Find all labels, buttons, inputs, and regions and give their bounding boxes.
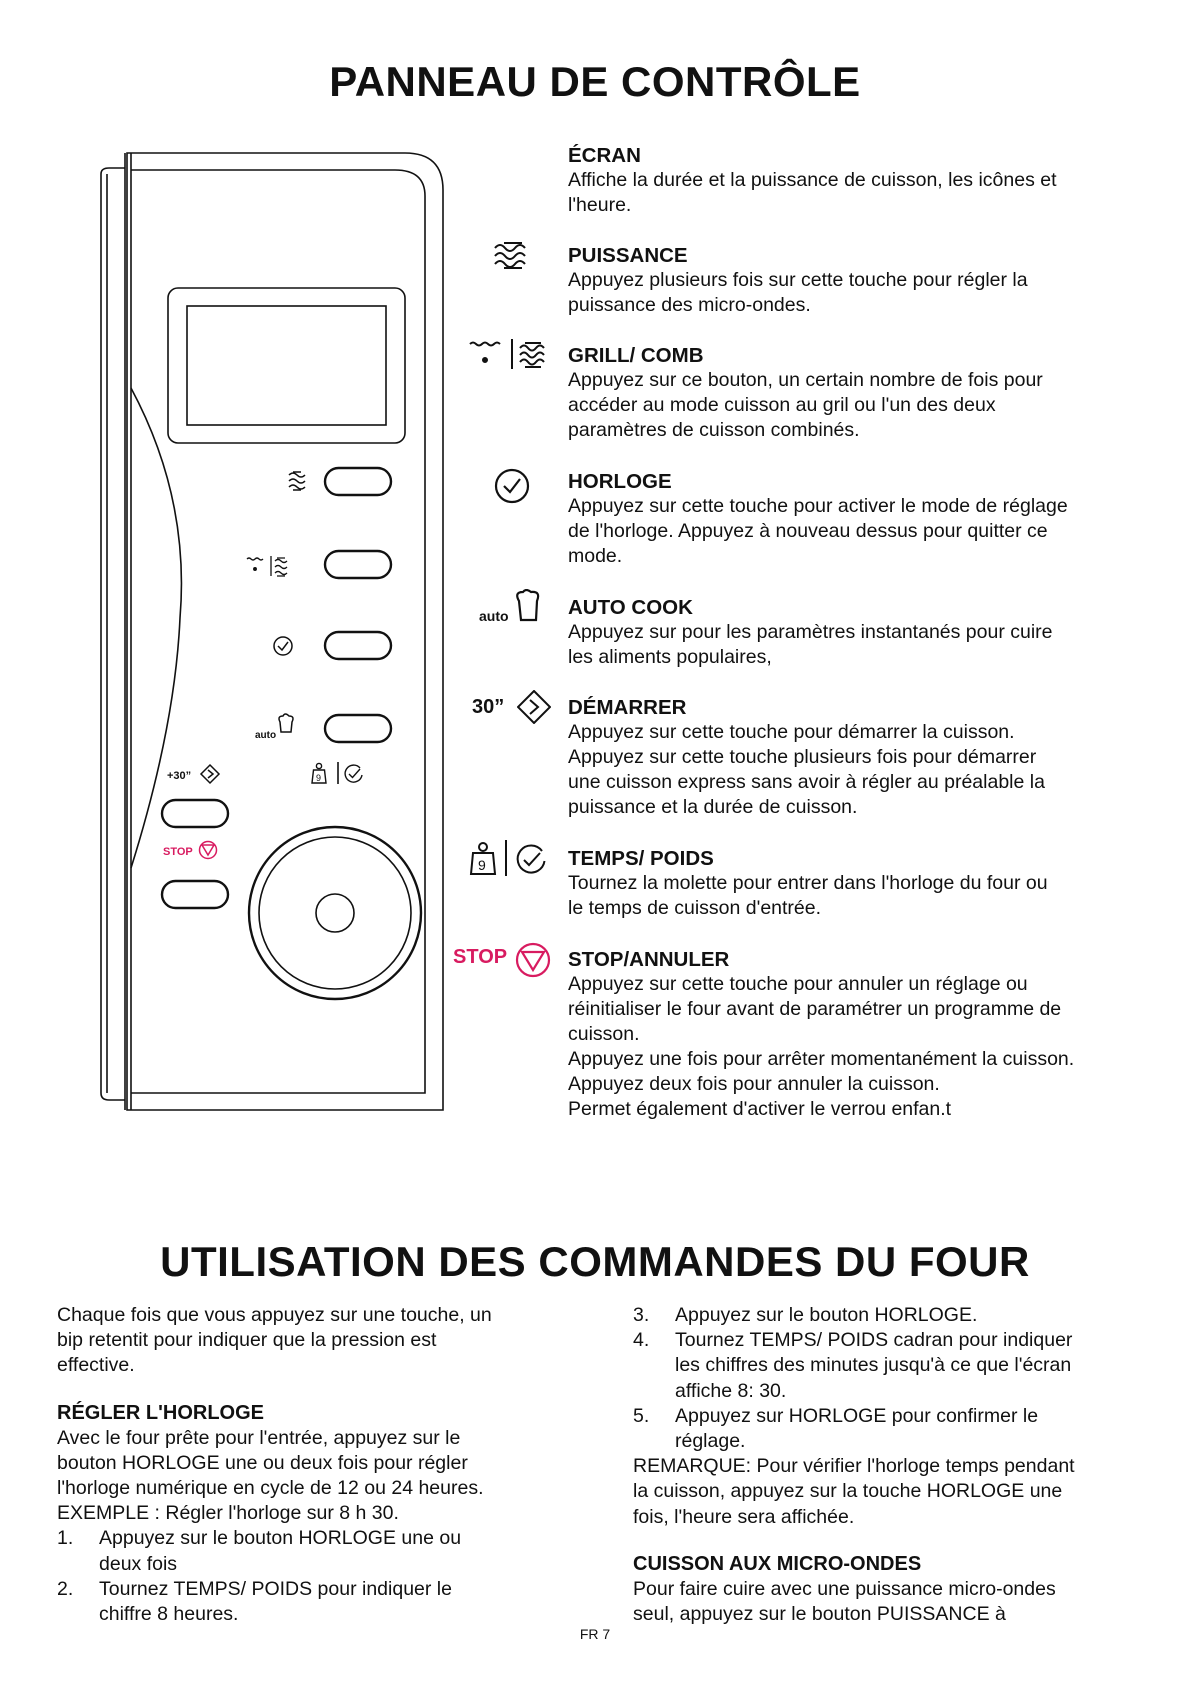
desc-line: réinitialiser le four avant de paramétrer un programme de [568,998,1062,1020]
display-screen [187,306,386,425]
desc-line: cuisson. [568,1023,640,1045]
desc-line: les aliments populaires, [568,646,772,668]
desc-auto-cook [568,595,1168,670]
desc-line: Appuyez plusieurs fois sur cette touche pour régler la [568,269,1028,291]
desc-temps-poids-title: TEMPS/ POIDS [568,847,714,870]
step-line: chiffre 8 heures. [99,1603,239,1626]
desc-line: accéder au mode cuisson au gril ou l'un des deux [568,394,996,416]
desc-puissance-title: PUISSANCE [568,244,688,267]
auto-small-label: auto [255,730,277,741]
weight-icon [468,842,498,876]
desc-line: paramètres de cuisson combinés. [568,419,860,441]
step-number: 3. [633,1304,650,1326]
note-line: la cuisson, appuyez sur la touche HORLOGE une [633,1480,1063,1503]
page-number: FR 7 [579,1626,611,1642]
display-frame [168,288,405,443]
stop-small-icon [200,842,217,859]
desc-line: le temps de cuisson d'entrée. [568,897,822,919]
auto-cook-small-icon [279,714,293,732]
desc-stop-annuler-title: STOP/ANNULER [568,948,730,971]
desc-line: une cuisson express sans avoir à régler au préalable la [568,771,1045,793]
stop-small-label: STOP [163,846,193,858]
weight-small-icon [312,763,326,783]
clock-icon [494,468,530,504]
section-title: UTILISATION DES COMMANDES DU FOUR [160,1238,1030,1285]
desc-line: Tournez la molette pour entrer dans l'horloge du four ou [568,872,1048,894]
stop-symbol-label: STOP [453,946,508,968]
panel-frame [127,153,443,1110]
desc-line: Appuyez sur cette touche pour annuler un réglage ou [568,973,1028,995]
time-small-icon [345,765,362,782]
auto-cook-icon [514,589,546,623]
step-item [633,1328,1153,1404]
step-line: Appuyez sur le bouton HORLOGE une ou [99,1527,462,1550]
stop-icon [515,942,551,978]
clock-small-icon [274,637,292,655]
stop-button [162,881,228,908]
step-item [633,1404,1153,1454]
time-weight-dial [249,827,421,999]
step-line: deux fois [99,1552,178,1575]
desc-grill-comb [568,343,1168,443]
desc-ecran [568,143,1168,218]
step-line: Appuyez sur le bouton HORLOGE. [675,1304,978,1326]
desc-line: Permet également d'activer le verrou enfan.t [568,1098,952,1120]
desc-line: Appuyez sur cette touche pour activer le mode de réglage [568,495,1068,517]
desc-line: Appuyez sur ce bouton, un certain nombre de fois pour [568,369,1043,391]
desc-demarrer [568,695,1168,820]
page-title: PANNEAU DE CONTRÔLE [329,58,861,105]
desc-line: Appuyez sur pour les paramètres instantanés pour cuire [568,621,1053,643]
plus30-label: +30” [167,770,192,782]
grill-comb-small-icon [247,556,287,576]
steps-list [633,1303,1153,1454]
body-line: Avec le four prête pour l'entrée, appuyez sur le [57,1426,461,1449]
desc-line: Appuyez deux fois pour annuler la cuisson. [568,1073,940,1095]
weight-digit-small: 9 [316,773,322,783]
power-small-icon [289,472,305,490]
step-number: 5. [633,1404,650,1427]
control-panel-illustration [95,148,450,1123]
intro-line: bip retentit pour indiquer que la pression est [57,1329,437,1352]
step-item [57,1526,562,1576]
desc-demarrer-title: DÉMARRER [568,696,687,719]
dial-center [316,894,354,932]
desc-line: Appuyez une fois pour arrêter momentanément la cuisson. [568,1048,1075,1070]
body-line: Pour faire cuire avec une puissance micro-ondes [633,1577,1056,1600]
step-item [633,1303,1153,1328]
desc-line: Affiche la durée et la puissance de cuisson, les icônes et [568,169,1057,191]
start-button [162,800,228,827]
step-line: réglage. [675,1430,746,1453]
step-number: 4. [633,1329,650,1352]
body-line: seul, appuyez sur le bouton PUISSANCE à [633,1603,1006,1626]
auto-symbol-label: auto [479,608,509,624]
panel-curve [131,388,181,868]
clock-button [325,632,391,659]
desc-line: l'heure. [568,194,632,216]
desc-puissance [568,243,1168,318]
desc-temps-poids [568,846,1168,921]
desc-line: de l'horloge. Appuyez à nouveau dessus pour quitter ce [568,520,1048,542]
steps-list [57,1526,562,1627]
power-button [325,468,391,495]
intro-line: Chaque fois que vous appuyez sur une touche, un [57,1304,492,1326]
grill-comb-icon [468,338,554,370]
step-number: 1. [57,1527,74,1550]
weight-digit: 9 [478,857,486,873]
note-line: REMARQUE: Pour vérifier l'horloge temps pendant [633,1455,1075,1478]
body-line: EXEMPLE : Régler l'horloge sur 8 h 30. [57,1502,399,1525]
desc-line: Appuyez sur cette touche plusieurs fois pour démarrer [568,746,1037,768]
step-line: les chiffres des minutes jusqu'à ce que l'écran [675,1354,1072,1377]
step-line: Tournez TEMPS/ POIDS cadran pour indiquer [675,1329,1073,1352]
step-line: Appuyez sur HORLOGE pour confirmer le [675,1404,1039,1427]
desc-line: mode. [568,545,623,567]
start-icon [517,690,551,724]
desc-line: puissance des micro-ondes. [568,294,811,316]
desc-auto-cook-title: AUTO COOK [568,596,693,619]
step-item [57,1577,562,1627]
step-number: 2. [57,1577,74,1600]
left-column [57,1303,562,1627]
microwave-heading: CUISSON AUX MICRO-ONDES [633,1552,922,1575]
desc-horloge-title: HORLOGE [568,470,672,493]
step-line: Tournez TEMPS/ POIDS pour indiquer le [99,1577,452,1600]
desc-line: puissance et la durée de cuisson. [568,796,858,818]
grill-comb-button [325,551,391,578]
auto-cook-button [325,715,391,742]
desc-horloge [568,469,1168,569]
desc-ecran-title: ÉCRAN [568,144,641,167]
body-line: l'horloge numérique en cycle de 12 ou 24 heures. [57,1477,484,1500]
body-line: bouton HORLOGE une ou deux fois pour régler [57,1451,468,1474]
step-line: affiche 8: 30. [675,1379,787,1402]
start-small-icon [201,765,219,783]
clock-setting-heading: RÉGLER L'HORLOGE [57,1401,264,1424]
separator-bar [503,840,509,876]
time-icon [515,844,547,876]
desc-line: Appuyez sur cette touche pour démarrer la cuisson. [568,721,1015,743]
desc-grill-comb-title: GRILL/ COMB [568,344,704,367]
intro-line: effective. [57,1354,135,1377]
note-line: fois, l'heure sera affichée. [633,1505,855,1528]
desc-stop-annuler [568,947,1168,1122]
thirty-symbol-label: 30” [472,696,505,718]
power-icon [492,240,538,270]
right-column [633,1303,1153,1627]
